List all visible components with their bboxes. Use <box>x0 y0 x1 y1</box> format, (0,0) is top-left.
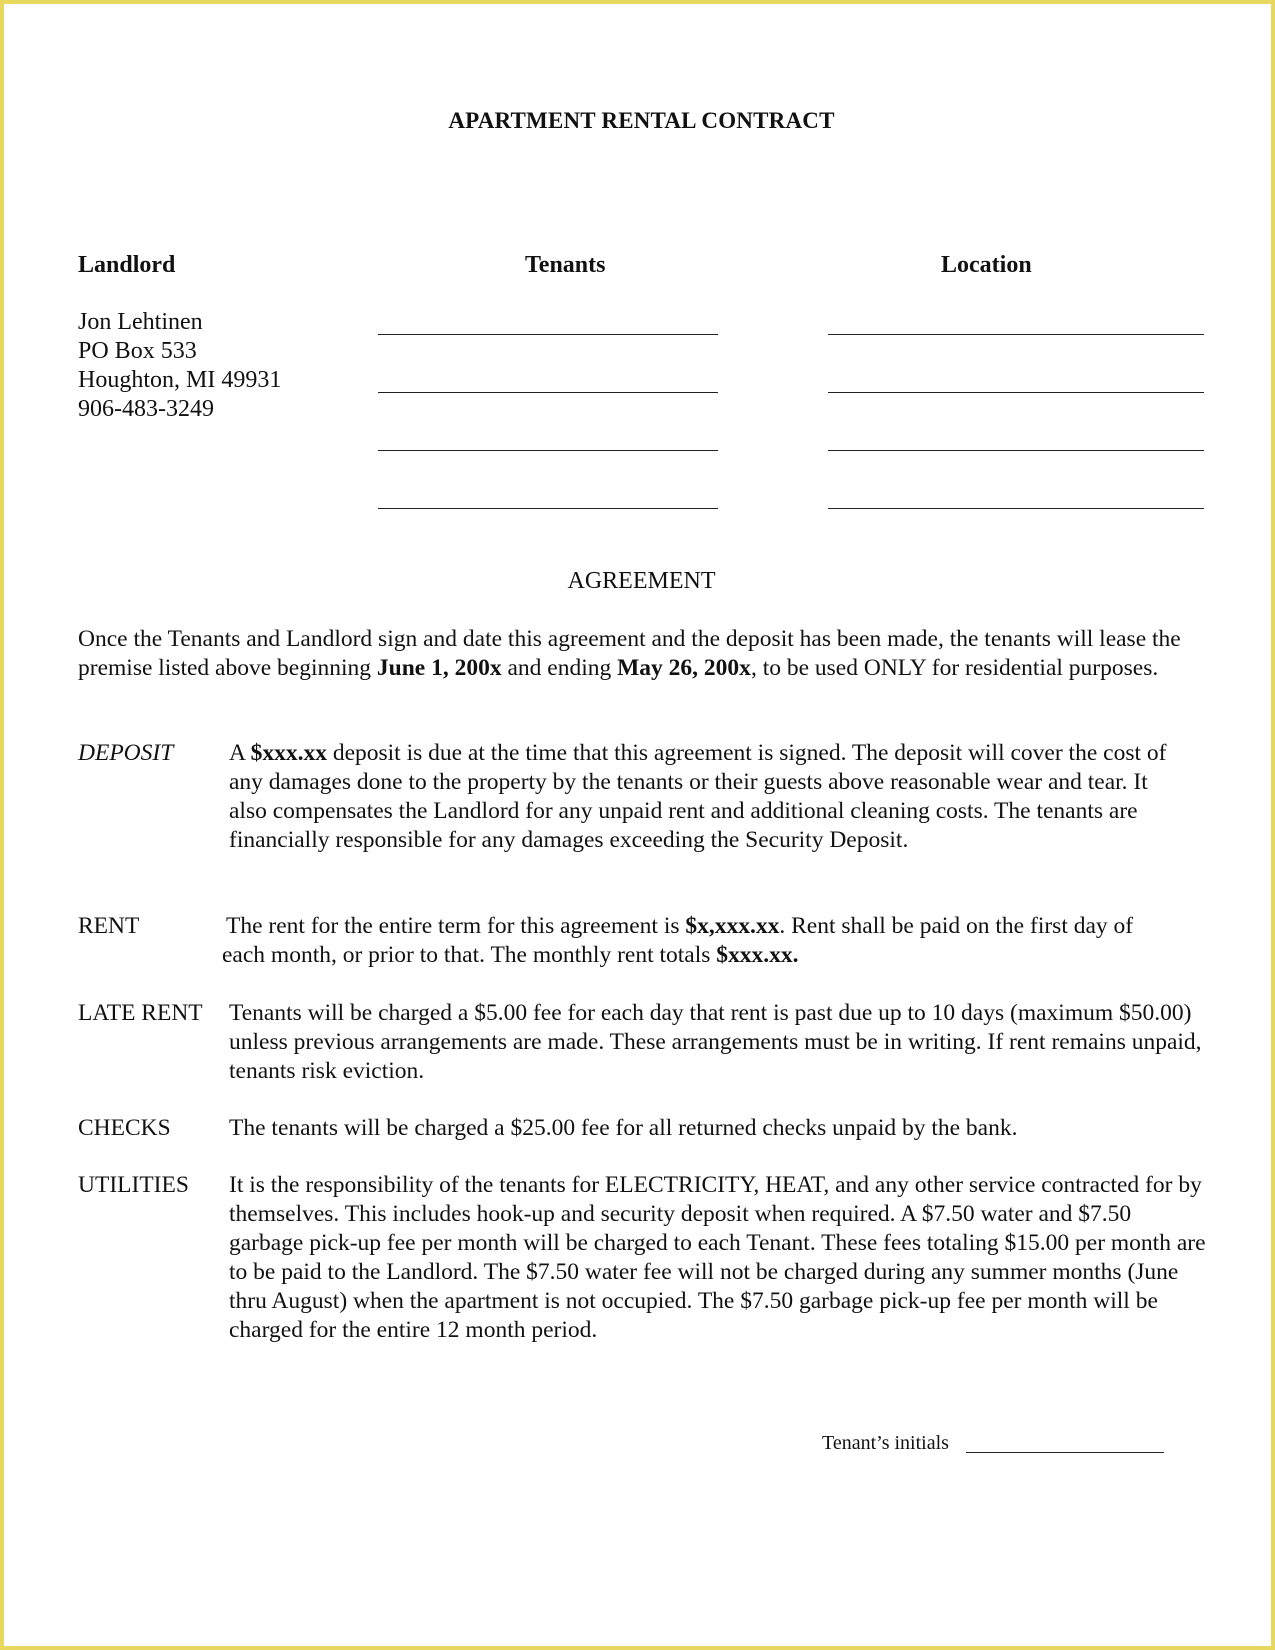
deposit-text: A $xxx.xx deposit is due at the time that this agreement is signed. The deposit will cover the cost of any damages done to the property by the tenants or their guests above reasonable wear and tear. It also compensates the Landlord for any unpaid rent and additional cleaning costs. The tenants are financially responsible for any damages exceeding the Security Deposit. <box>229 740 1167 853</box>
agreement-intro: Once the Tenants and Landlord sign and date this agreement and the deposit has been made, the tenants will lease the premise listed above beginning June 1, 200x and ending May 26, 200x, to be used ONLY for residential purposes. <box>78 626 1181 681</box>
utilities-label: UTILITIES <box>78 1172 189 1198</box>
rent-text: The rent for the entire term for this agreement is $x,xxx.xx. Rent shall be paid on the first day of each month, or prior to that. The monthly rent totals $xxx.xx. <box>222 913 1134 968</box>
utilities-text: It is the responsibility of the tenants for ELECTRICITY, HEAT, and any other service contracted for by themselves. This includes hook-up and security deposit when required. A $7.50 water and $7.50 garbage pick-up fee per month will be charged to each Tenant. These fees totaling $15.00 per month are to be paid to the Landlord. The $7.50 water fee will not be charged during any summer months (June thru August) when the apartment is not occupied. The $7.50 garbage pick-up fee per month will be charged for the entire 12 month period. <box>229 1172 1206 1343</box>
rent-label: RENT <box>78 913 140 939</box>
tenants-heading: Tenants <box>525 252 606 278</box>
location-field-4[interactable] <box>828 508 1204 509</box>
tenant-name-field-4[interactable] <box>378 508 718 509</box>
tenant-name-field-2[interactable] <box>378 392 718 393</box>
landlord-address-line-2: Houghton, MI 49931 <box>78 367 282 393</box>
deposit-label: DEPOSIT <box>78 740 174 766</box>
tenant-name-field-3[interactable] <box>378 450 718 451</box>
rent-monthly: $xxx.xx. <box>716 942 799 968</box>
lease-end-date: May 26, 200x <box>617 655 751 681</box>
document-page <box>4 4 1271 1646</box>
location-field-2[interactable] <box>828 392 1204 393</box>
landlord-name: Jon Lehtinen <box>78 309 203 335</box>
tenant-name-field-1[interactable] <box>378 334 718 335</box>
landlord-phone: 906-483-3249 <box>78 396 214 422</box>
late-rent-text: Tenants will be charged a $5.00 fee for each day that rent is past due up to 10 days (maximum $50.00) unless previous arrangements are made. These arrangements must be in writing. If rent remains unpaid, tenants risk eviction. <box>229 1000 1202 1084</box>
landlord-heading: Landlord <box>78 252 176 278</box>
location-field-1[interactable] <box>828 334 1204 335</box>
rent-total: $x,xxx.xx <box>685 913 780 939</box>
tenant-initials-field[interactable] <box>966 1452 1164 1453</box>
location-heading: Location <box>941 252 1032 278</box>
agreement-heading: AGREEMENT <box>567 568 716 594</box>
checks-label: CHECKS <box>78 1115 171 1141</box>
late-rent-label: LATE RENT <box>78 1000 203 1026</box>
location-field-3[interactable] <box>828 450 1204 451</box>
tenant-initials-label: Tenant’s initials <box>822 1432 949 1454</box>
lease-start-date: June 1, 200x <box>376 655 502 681</box>
deposit-amount: $xxx.xx <box>250 740 327 766</box>
checks-text: The tenants will be charged a $25.00 fee for all returned checks unpaid by the bank. <box>229 1115 1018 1141</box>
landlord-address-line-1: PO Box 533 <box>78 338 197 364</box>
document-title: APARTMENT RENTAL CONTRACT <box>448 108 835 133</box>
